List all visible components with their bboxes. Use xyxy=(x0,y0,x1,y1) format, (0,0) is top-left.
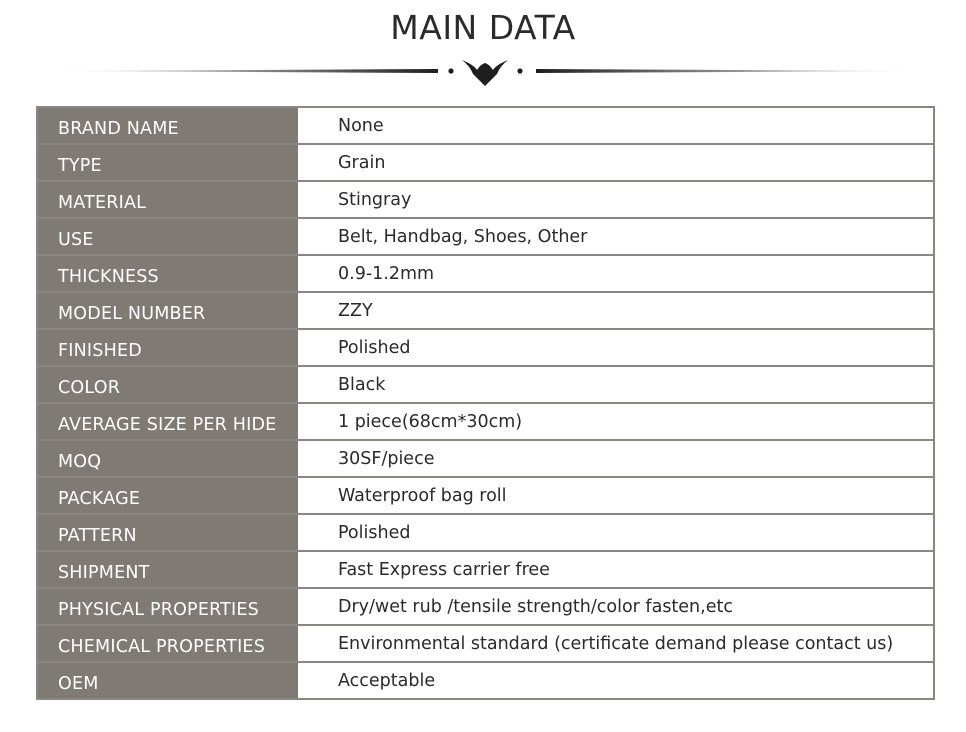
row-value: Acceptable xyxy=(338,670,436,691)
row-value: Fast Express carrier free xyxy=(338,559,550,580)
row-label: FINISHED xyxy=(38,330,300,365)
row-value: Waterproof bag roll xyxy=(338,485,507,506)
row-label: COLOR xyxy=(38,367,300,402)
table-row xyxy=(38,145,933,182)
row-label: USE xyxy=(38,219,300,254)
row-label: AVERAGE SIZE PER HIDE xyxy=(38,404,300,439)
table-row xyxy=(38,515,933,552)
row-label: MODEL NUMBER xyxy=(38,293,300,328)
row-value: Belt, Handbag, Shoes, Other xyxy=(338,226,588,247)
page-title: MAIN DATA xyxy=(390,8,576,47)
row-value: Grain xyxy=(338,152,386,173)
row-value: Environmental standard (certificate demand please contact us) xyxy=(338,633,894,654)
right-dot-icon xyxy=(517,68,522,73)
row-label: PATTERN xyxy=(38,515,300,550)
table-row xyxy=(38,441,933,478)
table-row xyxy=(38,367,933,404)
row-label: SHIPMENT xyxy=(38,552,300,587)
row-label: OEM xyxy=(38,663,300,698)
table-row xyxy=(38,108,933,145)
center-wing-icon xyxy=(462,60,508,86)
row-value: Polished xyxy=(338,337,411,358)
row-label: MOQ xyxy=(38,441,300,476)
left-dot-icon xyxy=(448,68,453,73)
row-label: TYPE xyxy=(38,145,300,180)
row-label: PHYSICAL PROPERTIES xyxy=(38,589,300,624)
table-row xyxy=(38,663,933,698)
row-value: ZZY xyxy=(338,300,373,321)
left-divider-line xyxy=(55,69,438,73)
table-row xyxy=(38,478,933,515)
table-row xyxy=(38,330,933,367)
specification-table xyxy=(36,106,935,700)
table-row xyxy=(38,256,933,293)
table-row xyxy=(38,589,933,626)
table-row xyxy=(38,182,933,219)
row-label: CHEMICAL PROPERTIES xyxy=(38,626,300,661)
table-row xyxy=(38,552,933,589)
row-value: Dry/wet rub /tensile strength/color fasten,etc xyxy=(338,596,733,617)
table-row xyxy=(38,404,933,441)
row-value: 0.9-1.2mm xyxy=(338,263,435,284)
row-value: 1 piece(68cm*30cm) xyxy=(338,411,523,432)
row-value: 30SF/piece xyxy=(338,448,435,469)
bat-wing-ornament-icon xyxy=(0,50,966,90)
right-divider-line xyxy=(536,69,920,73)
row-value: Black xyxy=(338,374,386,395)
row-label: PACKAGE xyxy=(38,478,300,513)
row-label: MATERIAL xyxy=(38,182,300,217)
table-row xyxy=(38,293,933,330)
row-value: Stingray xyxy=(338,189,412,210)
row-value: None xyxy=(338,115,384,136)
row-label: THICKNESS xyxy=(38,256,300,291)
row-value: Polished xyxy=(338,522,411,543)
table-row xyxy=(38,219,933,256)
row-label: BRAND NAME xyxy=(38,108,300,143)
table-row xyxy=(38,626,933,663)
